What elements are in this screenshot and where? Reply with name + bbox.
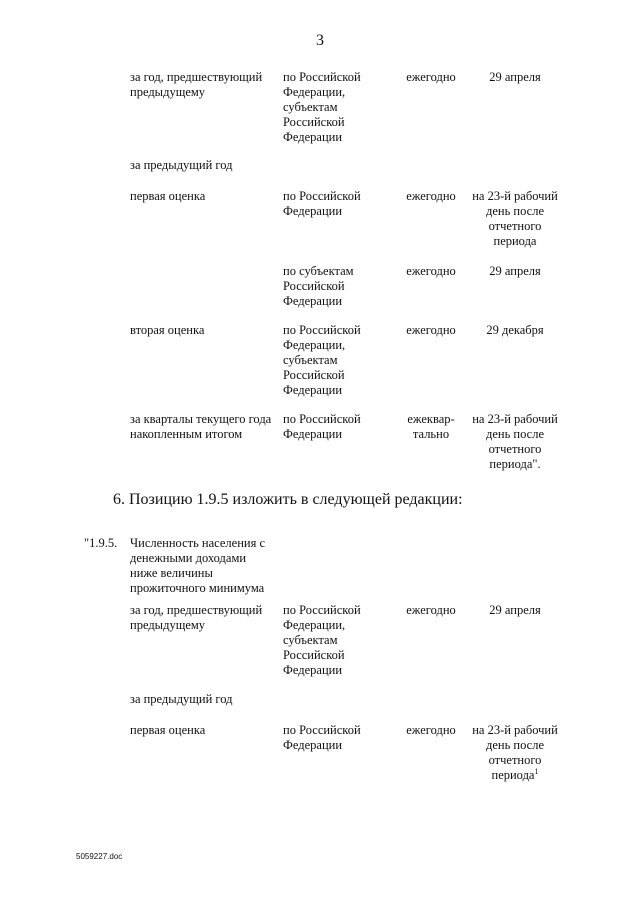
row-deadline: 29 декабря — [486, 323, 544, 337]
row-description: за год, предшествующий предыдущему — [130, 603, 263, 632]
row-periodicity: ежегодно — [406, 323, 456, 337]
row-deadline: 29 апреля — [489, 70, 541, 84]
row-description: за кварталы текущего года накопленным итогом — [130, 412, 272, 441]
row-description: за предыдущий год — [130, 158, 233, 172]
row-description: первая оценка — [130, 189, 206, 203]
row-periodicity: ежегодно — [406, 189, 456, 203]
row-deadline: на 23-й рабочий день после отчетного периода$^1$ — [472, 723, 558, 782]
row-deadline: 29 апреля — [489, 264, 541, 278]
position-code: "1.9.5. — [84, 536, 118, 550]
row-deadline: на 23-й рабочий день после отчетного периода". — [472, 412, 558, 471]
row-description: вторая оценка — [130, 323, 205, 337]
row-level: по субъектам Российской Федерации — [283, 264, 354, 308]
row-level: по Российской Федерации, субъектам Российской Федерации — [283, 323, 361, 397]
page-number: 3 — [316, 32, 324, 49]
position-title: Численность населения с денежными доходами ниже величины прожиточного минимума — [130, 536, 265, 595]
row-periodicity: ежегодно — [406, 723, 456, 737]
row-level: по Российской Федерации — [283, 189, 361, 218]
row-level: по Российской Федерации, субъектам Российской Федерации — [283, 70, 361, 144]
row-periodicity: ежеквар- тально — [407, 412, 455, 441]
row-deadline: на 23-й рабочий день после отчетного периода — [472, 189, 558, 248]
page-footer: 5059227.doc — [76, 852, 123, 861]
row-periodicity: ежегодно — [406, 603, 456, 617]
row-level: по Российской Федерации, субъектам Российской Федерации — [283, 603, 361, 677]
row-level: по Российской Федерации — [283, 723, 361, 752]
row-periodicity: ежегодно — [406, 264, 456, 278]
row-description: первая оценка — [130, 723, 206, 737]
section-heading: 6. Позицию 1.9.5 изложить в следующей редакции: — [113, 491, 463, 508]
row-deadline: 29 апреля — [489, 603, 541, 617]
footnote-mark: 1 — [534, 766, 539, 776]
row-level: по Российской Федерации — [283, 412, 361, 441]
row-description: за год, предшествующий предыдущему — [130, 70, 263, 99]
row-description: за предыдущий год — [130, 692, 233, 706]
row-periodicity: ежегодно — [406, 70, 456, 84]
